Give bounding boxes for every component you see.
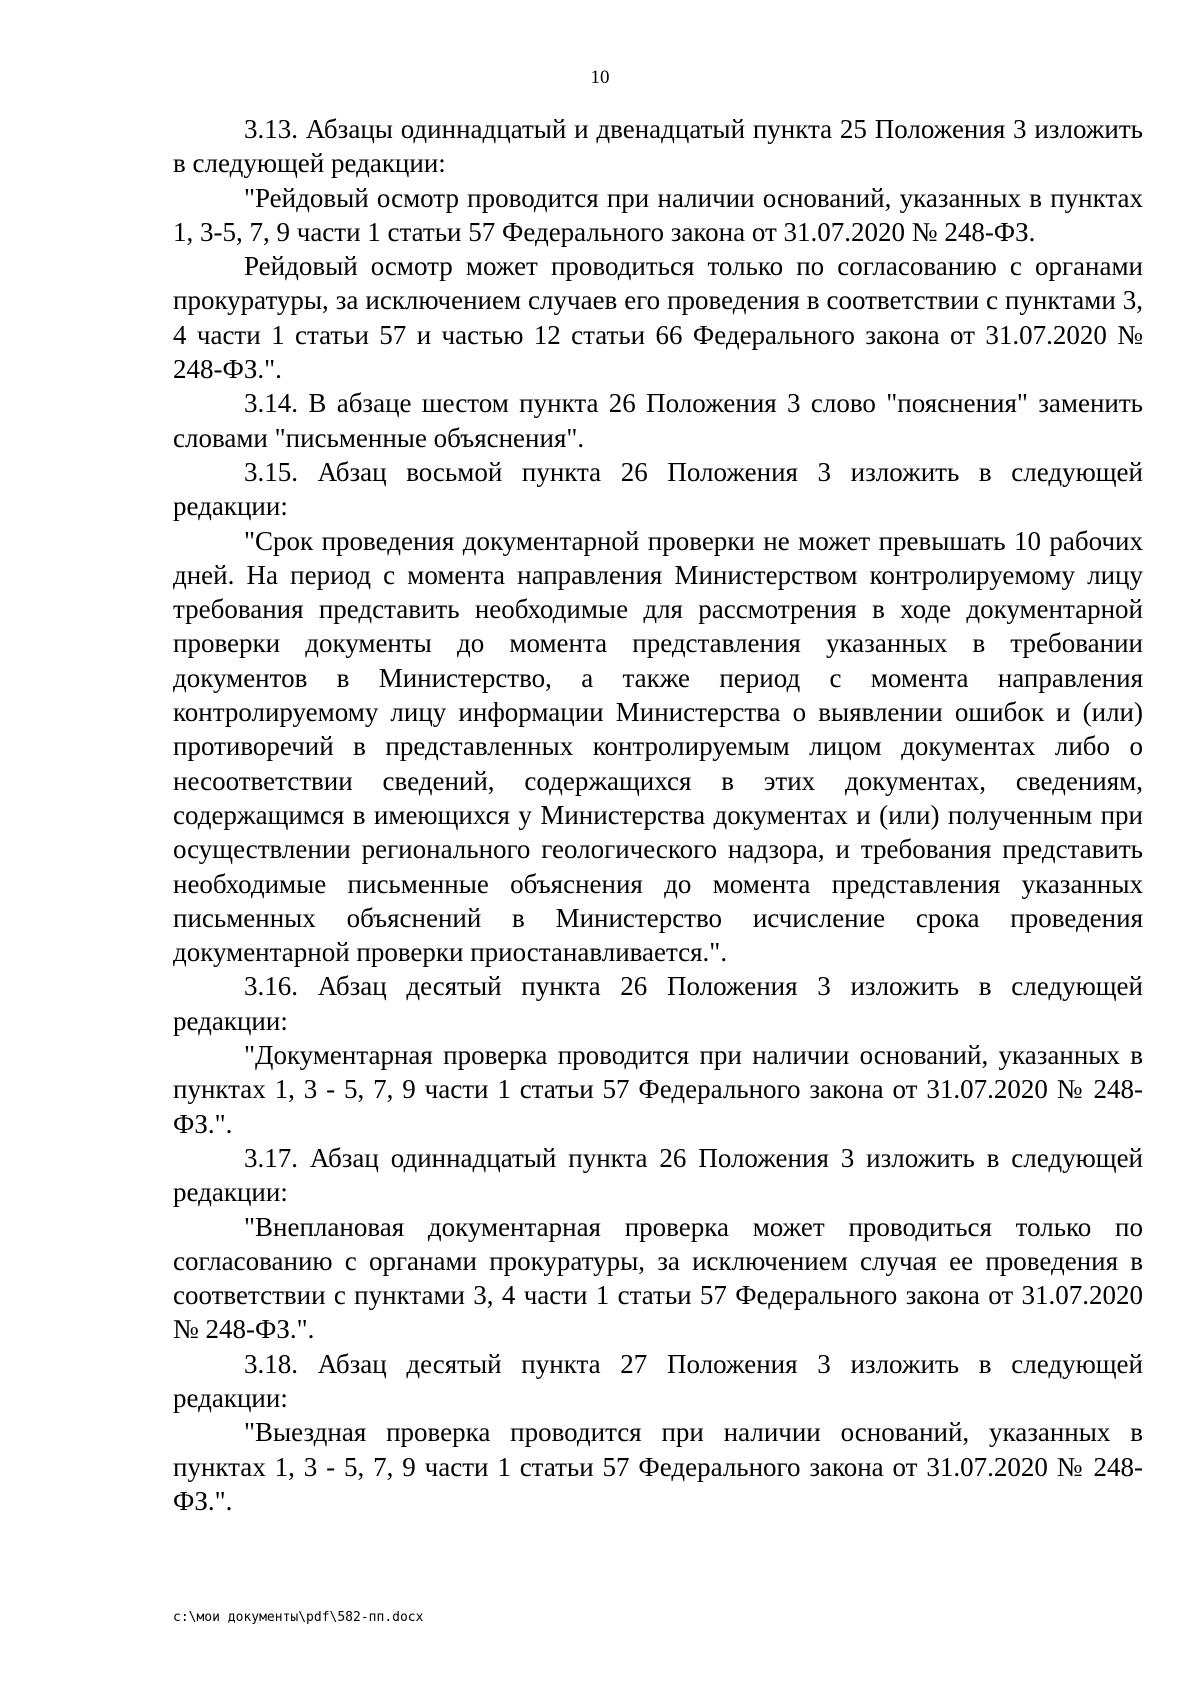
paragraph-3-14: 3.14. В абзаце шестом пункта 26 Положения 3 слово "пояснения" заменить словами "письменные объяснения". xyxy=(173,388,1143,453)
paragraph-3-18-heading: 3.18. Абзац десятый пункта 27 Положения 3 изложить в следующей редакции: xyxy=(173,1348,1143,1413)
paragraph-3-13-quote-2: Рейдовый осмотр может проводиться только по согласованию с органами прокуратуры, за исключением случаев его проведения в соответствии с пунктами 3, 4 части 1 статьи 57 и частью 12 статьи 66 Федерального закона от 31.07.2020 № 248-ФЗ.". xyxy=(173,251,1143,385)
paragraph-3-16-heading: 3.16. Абзац десятый пункта 26 Положения 3 изложить в следующей редакции: xyxy=(173,971,1143,1036)
paragraph-3-13-quote-1: "Рейдовый осмотр проводится при наличии оснований, указанных в пунктах 1, 3-5, 7, 9 части 1 статьи 57 Федерального закона от 31.07.2020 № 248-ФЗ. xyxy=(173,182,1143,247)
paragraph-3-16-quote: "Документарная проверка проводится при наличии оснований, указанных в пунктах 1, 3 - 5, 7, 9 части 1 статьи 57 Федерального закона от 31.07.2020 № 248-ФЗ.". xyxy=(173,1040,1143,1139)
paragraph-3-18-quote: "Выездная проверка проводится при наличии оснований, указанных в пунктах 1, 3 - 5, 7, 9 части 1 статьи 57 Федерального закона от 31.07.2020 № 248-ФЗ.". xyxy=(173,1417,1143,1516)
paragraph-3-13-heading: 3.13. Абзацы одиннадцатый и двенадцатый пункта 25 Положения 3 изложить в следующей редакции: xyxy=(173,114,1143,179)
paragraph-3-15-quote: "Срок проведения документарной проверки не может превышать 10 рабочих дней. На период с момента направления Министерством контролируемому лицу требования представить необходимые для рассмотрения в ходе документарной проверки документы до момента представления указанных в требовании документов в Министерство, а также период с момента направления контролируемому лицу информации Министерства о выявлении ошибок и (или) противоречий в представленных контролируемым лицом документах либо о несоответствии сведений, содержащихся в этих документах, сведениям, содержащимся в имеющихся у Министерства документах и (или) полученным при осуществлении регионального геологического надзора, и требования представить необходимые письменные объяснения до момента представления указанных письменных объяснений в Министерство исчисление срока проведения документарной проверки приостанавливается.". xyxy=(173,525,1143,968)
document-body xyxy=(173,112,1143,1518)
footer-file-path: c:\мои документы\pdf\582-пп.docx xyxy=(173,1610,424,1625)
paragraph-3-17-quote: "Внеплановая документарная проверка может проводиться только по согласованию с органами прокуратуры, за исключением случая ее проведения в соответствии с пунктами 3, 4 части 1 статьи 57 Федерального закона от 31.07.2020 № 248-ФЗ.". xyxy=(173,1211,1143,1345)
paragraph-3-15-heading: 3.15. Абзац восьмой пункта 26 Положения 3 изложить в следующей редакции: xyxy=(173,456,1143,522)
paragraph-3-17-heading: 3.17. Абзац одиннадцатый пункта 26 Положения 3 изложить в следующей редакции: xyxy=(173,1142,1143,1208)
page-number: 10 xyxy=(590,67,610,88)
